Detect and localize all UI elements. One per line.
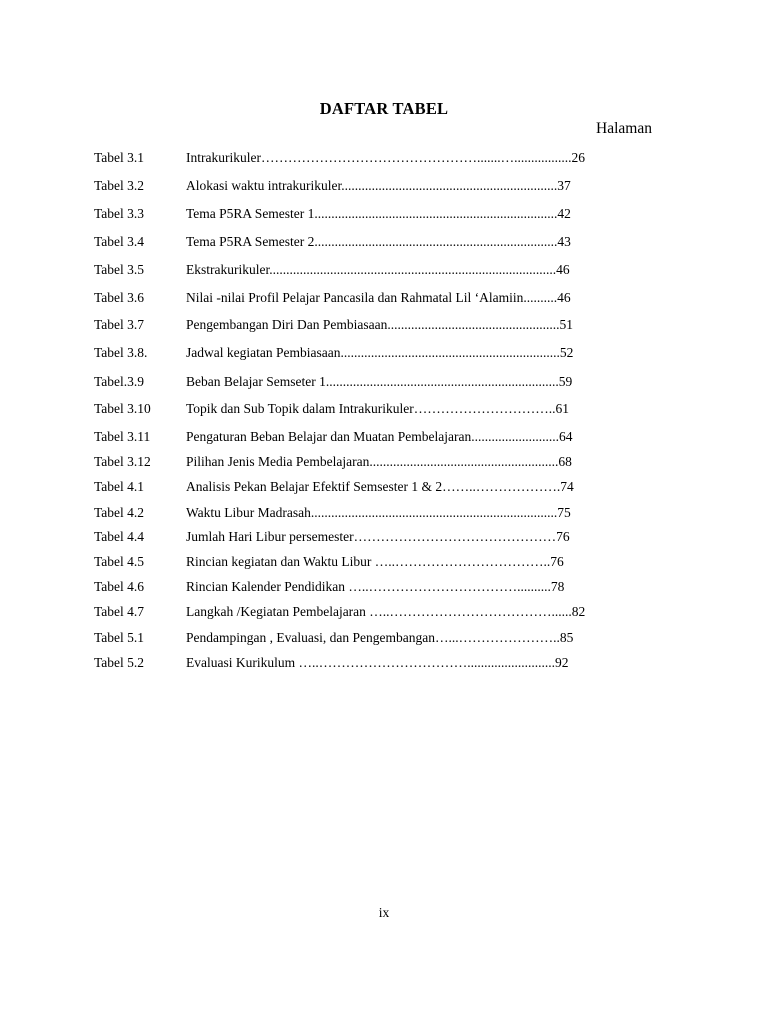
table-title-with-page: Tema P5RA Semester 1........................................................................42: [186, 206, 571, 221]
table-entry: [0, 602, 768, 622]
table-number: Tabel 3.5: [94, 262, 145, 277]
table-entry: [0, 372, 768, 392]
table-entry: [0, 577, 768, 597]
table-title-with-page: Langkah /Kegiatan Pembelajaran …..………………………………......82: [186, 604, 586, 619]
table-entry: [0, 427, 768, 447]
table-number: Tabel 4.5: [94, 554, 145, 569]
table-entry: [0, 653, 768, 673]
table-entry: [0, 315, 768, 335]
table-title-with-page: Analisis Pekan Belajar Efektif Semsester 1 & 2……..……………….74: [186, 479, 574, 494]
table-title-with-page: Nilai -nilai Profil Pelajar Pancasila dan Rahmatal Lil ‘Alamiin..........46: [186, 290, 571, 305]
table-entry: [0, 503, 768, 523]
table-entry: [0, 148, 768, 168]
table-title-with-page: Rincian Kalender Pendidikan …..……………………………..........78: [186, 579, 565, 594]
table-entry: [0, 343, 768, 363]
table-number: Tabel 3.6: [94, 290, 145, 305]
table-number: Tabel.3.9: [94, 374, 145, 389]
table-entry: [0, 399, 768, 419]
table-title-with-page: Pengaturan Beban Belajar dan Muatan Pembelajaran..........................64: [186, 429, 573, 444]
table-entry: [0, 452, 768, 472]
table-number: Tabel 3.4: [94, 234, 145, 249]
table-number: Tabel 4.6: [94, 579, 145, 594]
table-title-with-page: Intrakurikuler………………………………………….......….................26: [186, 150, 585, 165]
table-entry: [0, 176, 768, 196]
table-entry: [0, 628, 768, 648]
table-number: Tabel 3.2: [94, 178, 145, 193]
table-number: Tabel 5.1: [94, 630, 145, 645]
table-number: Tabel 3.12: [94, 454, 151, 469]
table-number: Tabel 3.1: [94, 150, 145, 165]
table-entry: [0, 204, 768, 224]
table-number: Tabel 4.1: [94, 479, 145, 494]
page-column-header: Halaman: [596, 120, 652, 137]
table-title-with-page: Pilihan Jenis Media Pembelajaran........................................................68: [186, 454, 572, 469]
table-entry: [0, 260, 768, 280]
table-entry: [0, 232, 768, 252]
table-number: Tabel 3.7: [94, 317, 145, 332]
table-number: Tabel 3.10: [94, 401, 151, 416]
table-number: Tabel 4.4: [94, 529, 145, 544]
table-title-with-page: Tema P5RA Semester 2........................................................................43: [186, 234, 571, 249]
table-number: Tabel 3.3: [94, 206, 145, 221]
table-title-with-page: Jadwal kegiatan Pembiasaan.................................................................52: [186, 345, 574, 360]
page-number: ix: [378, 905, 390, 920]
table-entry: [0, 527, 768, 547]
table-title-with-page: Jumlah Hari Libur persemester………………………………………76: [186, 529, 570, 544]
table-title-with-page: Rincian kegiatan dan Waktu Libur …..……………………………..76: [186, 554, 564, 569]
table-title-with-page: Alokasi waktu intrakurikuler................................................................37: [186, 178, 571, 193]
table-title-with-page: Beban Belajar Semseter 1.....................................................................59: [186, 374, 573, 389]
table-title-with-page: Topik dan Sub Topik dalam Intrakurikuler…………………………..61: [186, 401, 569, 416]
table-title-with-page: Ekstrakurikuler.....................................................................................46: [186, 262, 570, 277]
table-entry: [0, 477, 768, 497]
table-title-with-page: Pengembangan Diri Dan Pembiasaan...................................................51: [186, 317, 573, 332]
table-entry: [0, 552, 768, 572]
table-title-with-page: Waktu Libur Madrasah.........................................................................75: [186, 505, 571, 520]
table-number: Tabel 4.7: [94, 604, 145, 619]
table-title-with-page: Pendampingan , Evaluasi, dan Pengembangan…...…………………..85: [186, 630, 574, 645]
table-number: Tabel 5.2: [94, 655, 145, 670]
table-number: Tabel 3.8.: [94, 345, 148, 360]
page-title: DAFTAR TABEL: [319, 99, 449, 119]
table-number: Tabel 4.2: [94, 505, 145, 520]
table-entry: [0, 288, 768, 308]
table-number: Tabel 3.11: [94, 429, 151, 444]
table-title-with-page: Evaluasi Kurikulum …..……………………………..........................92: [186, 655, 569, 670]
